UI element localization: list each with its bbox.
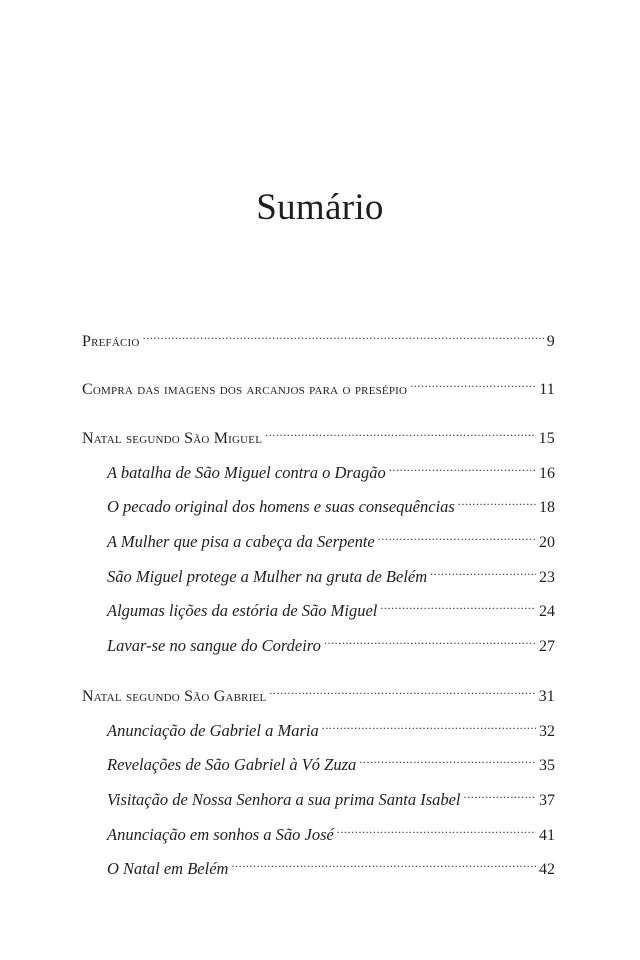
toc-entry-title: Lavar-se no sangue do Cordeiro [107,636,321,655]
dot-leader [322,712,536,736]
toc-chapter-compra[interactable] [82,370,555,398]
dot-leader [337,816,536,840]
toc-entry-title: O Natal em Belém [107,859,229,878]
toc-page-number: 9 [546,333,555,350]
dot-leader [430,558,536,582]
toc-page-number: 24 [539,603,555,620]
dot-leader [231,850,536,874]
toc-page-number: 27 [539,638,555,655]
dot-leader [269,677,535,701]
toc-section[interactable] [107,712,555,740]
toc-page-number: 20 [539,534,555,551]
toc-chapter-sao-miguel[interactable] [82,419,555,447]
dot-leader [143,322,544,346]
dot-leader [324,627,536,651]
toc-entry-title: A batalha de São Miguel contra o Dragão [107,463,386,482]
dot-leader [410,370,536,394]
toc-page-number: 23 [539,569,555,586]
toc-section[interactable] [107,746,555,774]
toc-chapter-prefacio[interactable] [82,322,555,350]
toc-entry-title: Prefácio [82,333,140,350]
toc-page-number: 15 [538,430,555,447]
toc-page-number: 41 [539,827,555,844]
dot-leader [359,746,536,770]
toc-entry-title: Algumas lições da estória de São Miguel [107,601,378,620]
toc-section[interactable] [107,627,555,655]
toc-entry-title: Anunciação de Gabriel a Maria [107,721,319,740]
toc-page-number: 18 [539,499,555,516]
toc-page-number: 16 [539,465,555,482]
toc-section[interactable] [107,781,555,809]
toc-page-number: 32 [539,723,555,740]
toc-entry-title: A Mulher que pisa a cabeça da Serpente [107,532,375,551]
toc-entry-title: O pecado original dos homens e suas consequências [107,497,455,516]
toc-chapter-sao-gabriel[interactable] [82,677,555,705]
toc-entry-title: Compra das imagens dos arcanjos para o presépio [82,381,408,398]
toc-section[interactable] [107,488,555,516]
toc-section[interactable] [107,523,555,551]
toc-page-number: 11 [539,381,555,398]
toc-page-number: 35 [539,757,555,774]
toc-page-number: 42 [539,861,555,878]
toc-entry-title: Revelações de São Gabriel à Vó Zuza [107,755,357,774]
dot-leader [458,488,536,512]
toc-entry-title: Anunciação em sonhos a São José [107,825,334,844]
toc-section[interactable] [107,816,555,844]
toc-entry-title: Natal segundo São Gabriel [82,688,267,705]
dot-leader [378,523,536,547]
toc-entry-title: Natal segundo São Miguel [82,430,263,447]
toc-section[interactable] [107,454,555,482]
toc-section[interactable] [107,558,555,586]
dot-leader [265,419,535,443]
dot-leader [380,592,536,616]
dot-leader [464,781,536,805]
toc-section[interactable] [107,592,555,620]
toc-section[interactable] [107,850,555,878]
page-title: Sumário [256,187,384,228]
toc-entry-title: Visitação de Nossa Senhora a sua prima Santa Isabel [107,790,461,809]
toc-entry-title: São Miguel protege a Mulher na gruta de Belém [107,567,428,586]
toc-page-number: 31 [538,688,555,705]
toc-page-number: 37 [539,792,555,809]
dot-leader [389,454,536,478]
